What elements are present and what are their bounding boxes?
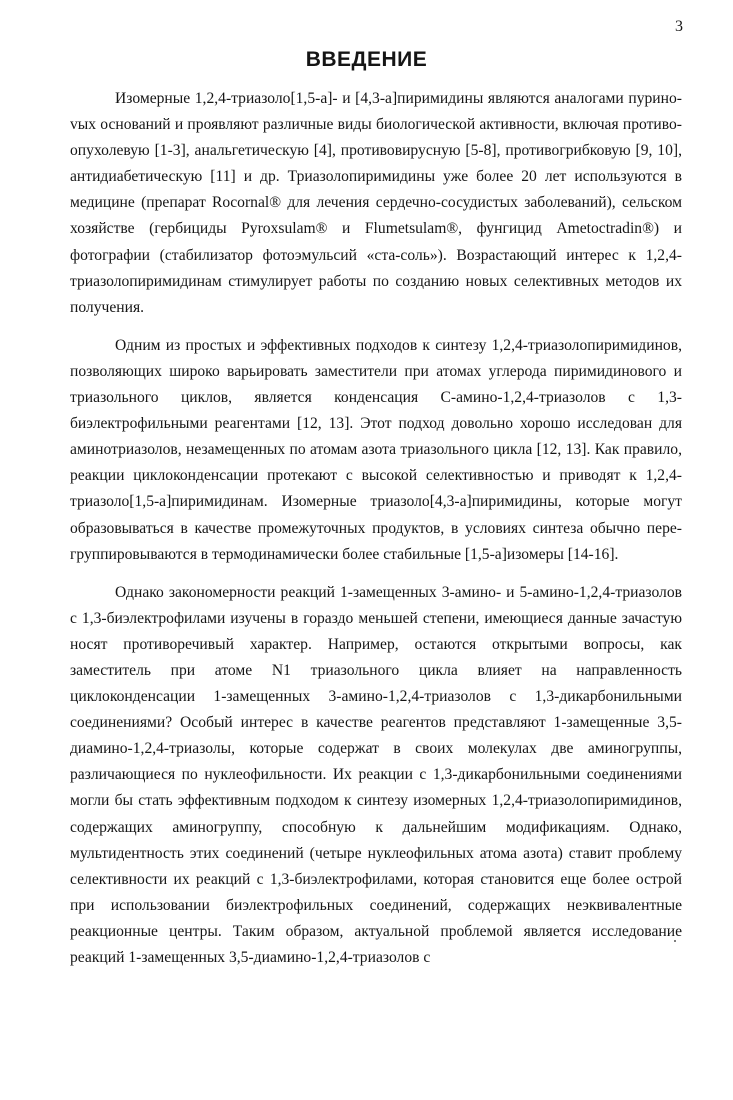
page-title: ВВЕДЕНИЕ (305, 48, 428, 71)
paragraph-problem-statement: Однако закономерности реакций 1-замещенных 3-амино- и 5-амино-1,2,4-триазолов с 1,3-биэлектрофилами изучены в гораздо меньшей степени, имеющиеся данные зачастую носят противоречивый характер. Например, остаются открытыми вопросы, как заместитель при атоме N1 триазольного цикла влияет на направленность циклоконденсации 1-замещенных 3-амино-1,2,4-триазолов с 1,3-дикарбонильными соединениями? Особый интерес в качестве реагентов представляют 1-замещенные 3,5-диамино-1,2,4-триазолы, которые содержат в своих молекулах две аминогруппы, различающиеся по нуклеофильности. Их реакции с 1,3-дикарбонильными соединениями могли бы стать эффективным подходом к синтезу изомерных 1,2,4-триазолопиримидинов, содержащих аминогруппу, способную к дальнейшим модификациям. Однако, мультидентность этих соединений (четыре нуклеофильных атома азота) ставит проблему селективности их реакций с 1,3-биэлектрофилами, которая становится еще более острой при использовании биэлектрофильных соединений, содержащих неэквивалентные реакционные центры. Таким образом, актуальной проблемой является исследование реакций 1-замещенных 3,5-диамино-1,2,4-триазолов с (70, 583, 682, 966)
page-number: 3 (675, 18, 683, 35)
paragraph-intro: Изомерные 1,2,4-триазоло[1,5-a]- и [4,3-a]пиримидины являются аналогами пуриноvых оснований и проявляют различные виды биологической активности, включая противоопухолевую [1-3], анальгетическую [4], противовирусную [5-8], противогрибковую [9, 10], антидиабетическую [11] и др. Триазолопиримидины уже более 20 лет используются в медицине (препарат Rocornal® для лечения сердечно-сосудистых заболеваний), сельском хозяйстве (гербициды Pyroxsulam® и Flumetsulam®, фунгицид Ametoctradin®) и фотографии (стабилизатор фотоэмульсий «ста-соль»). Возрастающий интерес к 1,2,4-триазолопиримидинам стимулирует работы по созданию новых селективных методов их получения. (70, 90, 682, 316)
paragraph-synthesis-approach: Одним из простых и эффективных подходов к синтезу 1,2,4-триазолопиримидинов, позволяющих широко варьировать заместители при атомах углерода пиримидинового и триазольного циклов, является конденсация C-амино-1,2,4-триазолов с 1,3-биэлектрофильными реагентами [12, 13]. Этот подход довольно хорошо исследован для аминотриазолов, незамещенных по атомам азота триазольного цикла [12, 13]. Как правило, реакции циклоконденсации протекают с высокой селективностью и приводят к 1,2,4-триазоло[1,5-a]пиримидинам. Изомерные триазоло[4,3-a]пиримидины, которые могут образовываться в качестве промежуточных продуктов, в условиях синтеза обычно перегруппировываются в термодинамически более стабильные [1,5-a]изомеры [14-16]. (70, 336, 682, 563)
scan-speck (674, 940, 676, 942)
body-text (70, 86, 682, 971)
